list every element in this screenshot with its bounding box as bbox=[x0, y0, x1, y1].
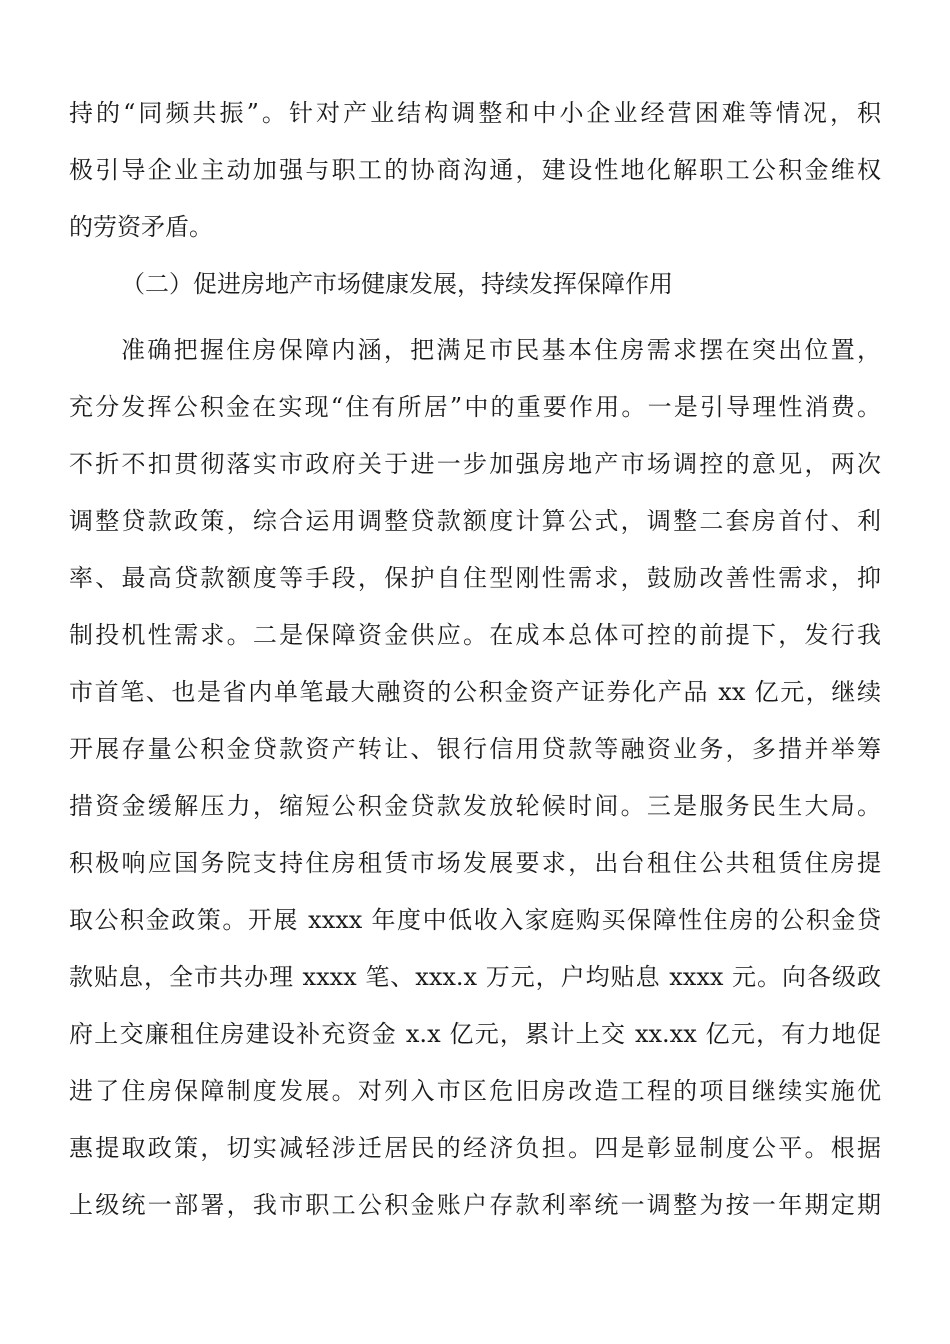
paragraph-2-line-5: 率、最高贷款额度等手段，保护自住型刚性需求，鼓励改善性需求，抑 bbox=[69, 564, 881, 592]
paragraph-2-line-15: 惠提取政策，切实减轻涉迁居民的经济负担。四是彰显制度公平。根据 bbox=[69, 1134, 881, 1162]
paragraph-1-line-2: 极引导企业主动加强与职工的协商沟通，建设性地化解职工公积金维权 bbox=[69, 156, 881, 184]
paragraph-1-line-1: 持的“同频共振”。针对产业结构调整和中小企业经营困难等情况，积 bbox=[69, 99, 881, 127]
paragraph-2-line-1: 准确把握住房保障内涵，把满足市民基本住房需求摆在突出位置， bbox=[121, 336, 881, 364]
paragraph-2-line-12: 款贴息，全市共办理 xxxx 笔、xxx.x 万元，户均贴息 xxxx 元。向各级政 bbox=[69, 963, 881, 991]
paragraph-2-line-8: 开展存量公积金贷款资产转让、银行信用贷款等融资业务，多措并举筹 bbox=[69, 735, 881, 763]
paragraph-2-line-13: 府上交廉租住房建设补充资金 x.x 亿元，累计上交 xx.xx 亿元，有力地促 bbox=[69, 1020, 881, 1048]
paragraph-2-line-4: 调整贷款政策，综合运用调整贷款额度计算公式，调整二套房首付、利 bbox=[69, 507, 881, 535]
paragraph-2-line-6: 制投机性需求。二是保障资金供应。在成本总体可控的前提下，发行我 bbox=[69, 621, 881, 649]
paragraph-2-line-16: 上级统一部署，我市职工公积金账户存款利率统一调整为按一年期定期 bbox=[69, 1191, 881, 1219]
paragraph-2-line-11: 取公积金政策。开展 xxxx 年度中低收入家庭购买保障性住房的公积金贷 bbox=[69, 906, 881, 934]
paragraph-2-line-10: 积极响应国务院支持住房租赁市场发展要求，出台租住公共租赁住房提 bbox=[69, 849, 881, 877]
paragraph-2-line-7: 市首笔、也是省内单笔最大融资的公积金资产证券化产品 xx 亿元，继续 bbox=[69, 678, 881, 706]
section-heading: （二）促进房地产市场健康发展，持续发挥保障作用 bbox=[121, 270, 673, 298]
paragraph-2-line-9: 措资金缓解压力，缩短公积金贷款发放轮候时间。三是服务民生大局。 bbox=[69, 792, 881, 820]
paragraph-2-line-14: 进了住房保障制度发展。对列入市区危旧房改造工程的项目继续实施优 bbox=[69, 1077, 881, 1105]
paragraph-2-line-3: 不折不扣贯彻落实市政府关于进一步加强房地产市场调控的意见，两次 bbox=[69, 450, 881, 478]
paragraph-1-line-3: 的劳资矛盾。 bbox=[69, 213, 213, 241]
paragraph-2-line-2: 充分发挥公积金在实现“住有所居”中的重要作用。一是引导理性消费。 bbox=[69, 393, 881, 421]
